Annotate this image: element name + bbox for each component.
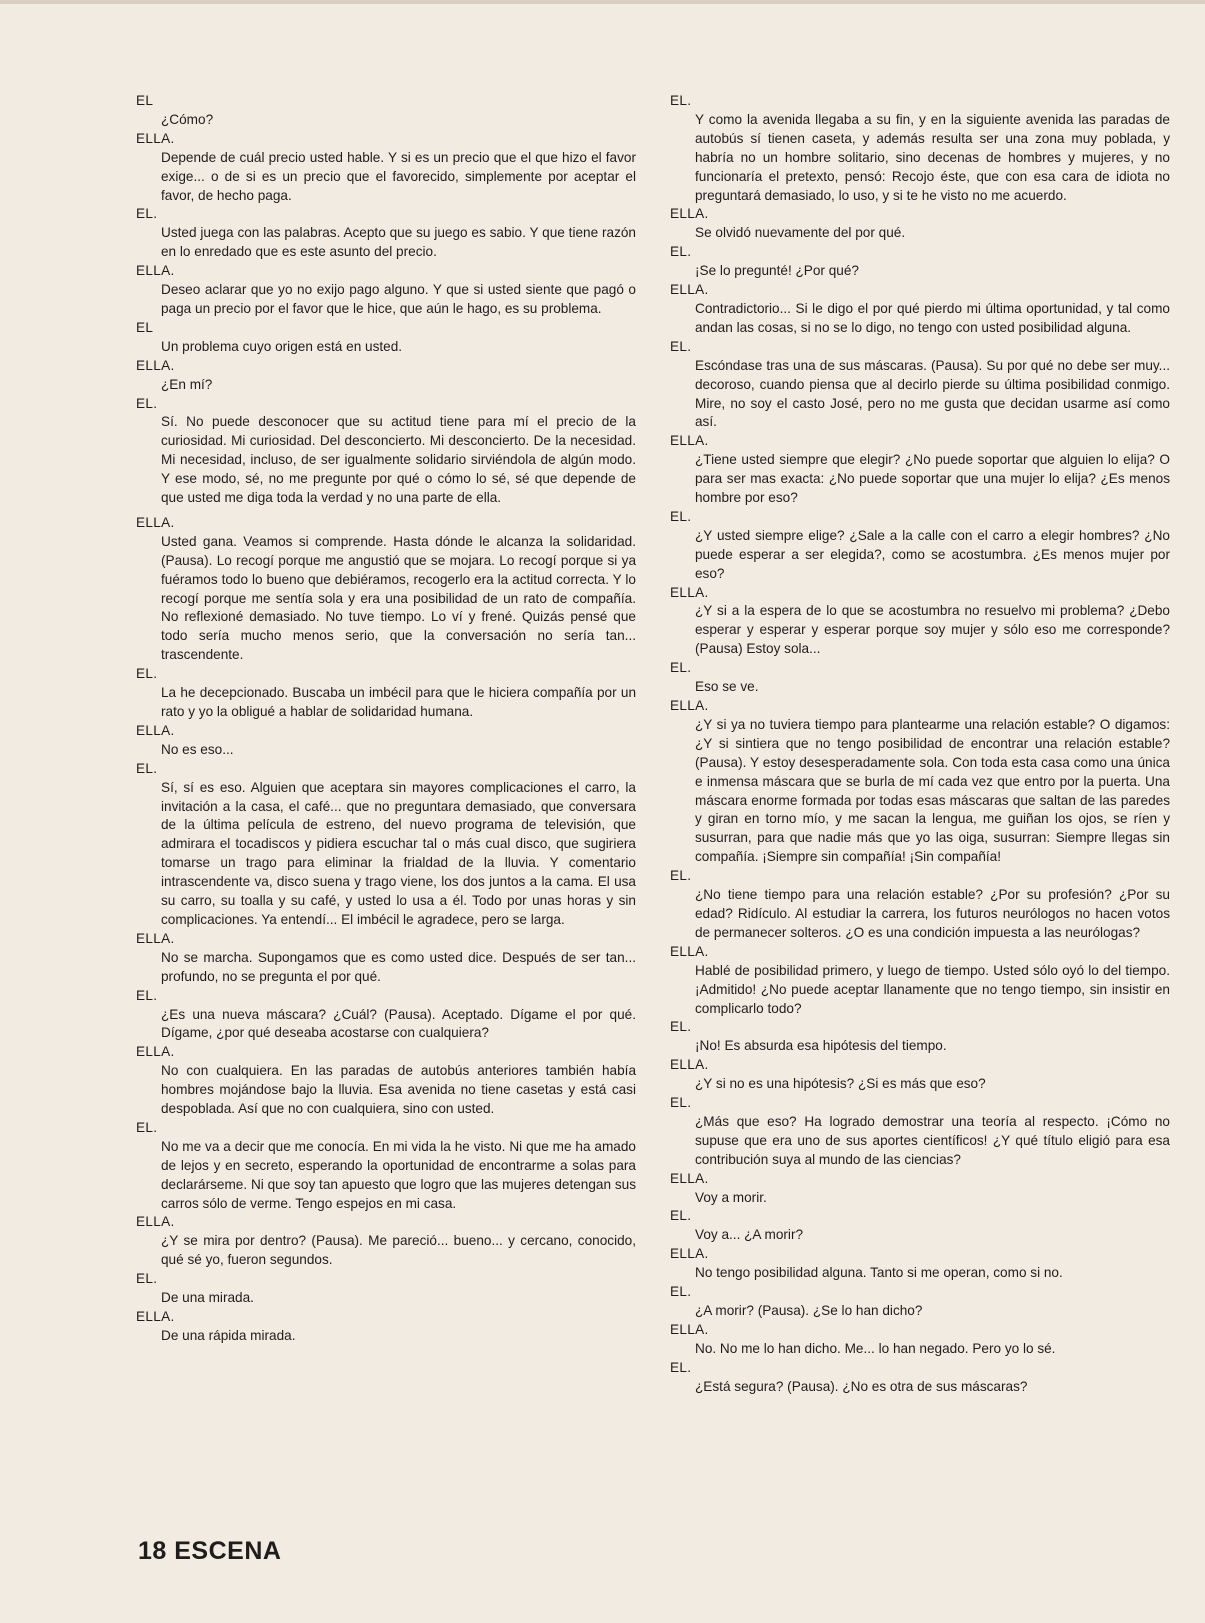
dialogue-turn — [670, 1283, 1170, 1321]
page-top-edge — [0, 0, 1205, 4]
speaker-label: EL. — [136, 666, 158, 682]
speaker-label: ELLA. — [136, 130, 175, 146]
dialogue-turn — [670, 1094, 1170, 1170]
speaker-label: EL — [136, 93, 154, 108]
speech-text: Deseo aclarar que yo no exijo pago alguno. Y que si usted siente que pagó o paga un precio por el favor que le hice, que aún le hago, es su problema. — [161, 282, 636, 316]
speaker-label: EL. — [670, 244, 692, 260]
speech-text: ¿Y si ya no tuviera tiempo para plantearme una relación estable? O digamos: ¿Y si sintiera que no tengo posibilidad de encontrar una relación estable? (Pausa). Y estoy desesperadamente sola. Con toda esta casa como una única e inmensa máscara que se burla de mí cada vez que entro por la puerta. Una máscara enorme formada por todas esas máscaras que saltan de las paredes y giran en torno mío, y me sacan la lengua, me guiñan los ojos, se ríen y susurran, para que nadie más que yo las oiga, susurran: Siempre llegas sin compañía. ¡Siempre sin compañía! ¡Sin compañía! — [695, 716, 1170, 865]
dialogue-turn — [670, 1359, 1170, 1397]
dialogue-turn — [136, 1043, 636, 1119]
speech-text: Voy a morir. — [695, 1189, 767, 1205]
speech-text: ¿Tiene usted siempre que elegir? ¿No puede soportar que alguien lo elija? O para ser mas exacta: ¿No puede soportar que una mujer lo elija? ¿Es menos hombre por eso? — [695, 452, 1170, 506]
dialogue-turn — [670, 205, 1170, 243]
speaker-label: ELLA. — [136, 263, 175, 279]
speech-text: ¿A morir? (Pausa). ¿Se lo han dicho? — [695, 1303, 923, 1318]
speech-text: La he decepcionado. Buscaba un imbécil para que le hiciera compañía por un rato y yo la obligué a hablar de solidaridad humana. — [161, 685, 636, 719]
speaker-label: EL. — [670, 338, 692, 354]
dialogue-turn — [670, 281, 1170, 338]
speaker-label: EL. — [136, 206, 158, 222]
dialogue-turn — [670, 1321, 1170, 1359]
speech-text: Se olvidó nuevamente del por qué. — [695, 225, 906, 241]
speaker-label: ELLA. — [136, 514, 175, 530]
dialogue-turn — [136, 395, 636, 508]
speech-text: Hablé de posibilidad primero, y luego de tiempo. Usted sólo oyó lo del tiempo. ¡Admitido! ¿No puede aceptar llanamente que no tengo tiempo, sin insistir en complicarlo todo? — [695, 962, 1170, 1016]
speaker-label: ELLA. — [670, 698, 709, 713]
speaker-label: EL. — [670, 1095, 692, 1111]
speech-text: No tengo posibilidad alguna. Tanto si me operan, como si no. — [695, 1265, 1063, 1281]
speech-text: Depende de cuál precio usted hable. Y si es un precio que el que hizo el favor exige... o de si es un precio que el favorecido, simplemente por aceptar el favor, de hecho paga. — [161, 149, 636, 203]
dialogue-turn — [670, 1245, 1170, 1283]
dialogue-turn — [670, 1056, 1170, 1094]
speech-text: ¿Está segura? (Pausa). ¿No es otra de sus máscaras? — [695, 1378, 1028, 1394]
speech-text: Un problema cuyo origen está en usted. — [161, 338, 403, 354]
speech-text: No. No me lo han dicho. Me... lo han negado. Pero yo lo sé. — [695, 1340, 1056, 1356]
speaker-label: EL. — [670, 868, 692, 884]
dialogue-turn — [136, 357, 636, 395]
dialogue-turn — [136, 987, 636, 1044]
speaker-label: ELLA. — [136, 1309, 175, 1324]
speech-text: ¿Y usted siempre elige? ¿Sale a la calle con el carro a elegir hombres? ¿No puede esperar a ser elegida?, como se acostumbra. ¿Es menos mujer por eso? — [695, 527, 1170, 581]
dialogue-column-right — [670, 92, 1170, 1397]
dialogue-turn — [136, 722, 636, 760]
speaker-label: EL. — [670, 1208, 692, 1224]
dialogue-turn — [136, 130, 636, 206]
speech-text: Sí, sí es eso. Alguien que aceptara sin mayores complicaciones el carro, la invitación a la casa, el café... que no preguntara demasiado, que conversara de la última película de estreno, del nuevo programa de televisión, que admirara el tocadiscos y pidiera escuchar tal o más cual disco, que sugiriera tomarse un trago para eliminar la frialdad de la lluvia. Y comentario intrascendente va, disco suena y trago viene, los dos juntos a la cama. El usa su carro, su toalla y su café, y usted lo usa a él. Todo por unas horas y sin complicaciones. Ya entendí... El imbécil le agradece, pero se larga. — [161, 779, 636, 927]
dialogue-turn — [136, 1270, 636, 1308]
speech-text: No se marcha. Supongamos que es como usted dice. Después de ser tan... profundo, no se pregunta el por qué. — [161, 949, 636, 984]
dialogue-turn — [136, 205, 636, 262]
dialogue-turn — [670, 1170, 1170, 1208]
speech-text: ¿Y si no es una hipótesis? ¿Si es más que eso? — [695, 1076, 986, 1092]
dialogue-turn — [670, 508, 1170, 584]
speech-text: ¿Más que eso? Ha logrado demostrar una teoría al respecto. ¡Cómo no supuse que era uno de sus aportes científicos! ¿Y qué título eligió para esa contribución suya al mundo de las ciencias? — [695, 1113, 1170, 1167]
speaker-label: EL. — [670, 508, 692, 524]
speaker-label: ELLA. — [670, 943, 709, 959]
dialogue-turn — [136, 1308, 636, 1346]
speaker-label: EL. — [136, 987, 158, 1003]
speaker-label: ELLA. — [670, 206, 709, 222]
speaker-label: ELLA. — [670, 1321, 709, 1337]
dialogue-turn — [670, 92, 1170, 205]
speaker-label: EL — [136, 319, 154, 335]
dialogue-turn — [670, 943, 1170, 1019]
dialogue-turn — [670, 697, 1170, 867]
dialogue-turn — [136, 514, 636, 665]
speech-text: ¿Es una nueva máscara? ¿Cuál? (Pausa). Aceptado. Dígame el por qué. Dígame, ¿por qué deseaba acostarse con cualquiera? — [161, 1006, 636, 1041]
dialogue-turn — [670, 659, 1170, 697]
speaker-label: EL. — [136, 1119, 158, 1135]
speaker-label: ELLA. — [670, 1170, 709, 1186]
speaker-label: EL. — [670, 1284, 692, 1300]
speaker-label: EL. — [670, 93, 692, 108]
speaker-label: ELLA. — [136, 930, 175, 946]
speech-text: No es eso... — [161, 741, 234, 757]
speaker-label: EL. — [136, 395, 158, 411]
speaker-label: EL. — [670, 1019, 692, 1035]
speech-text: ¡Se lo pregunté! ¿Por qué? — [695, 263, 859, 279]
speech-text: De una rápida mirada. — [161, 1327, 296, 1343]
speech-text: No con cualquiera. En las paradas de autobús anteriores también había hombres mojándose bajo la lluvia. Esa avenida no tiene casetas y está casi despoblada. Así que no con cualquiera, sino con usted. — [161, 1063, 636, 1117]
speech-text: Y como la avenida llegaba a su fin, y en la siguiente avenida las paradas de autobús sí tienen caseta, y además resulta ser una zona muy poblada, y habría no un hombre solitario, sino decenas de hombres y mujeres, y no funcionaría el pretexto, pensó: Recojo éste, que con esa cara de idiota no preguntará demasiado, lo uso, y si te he visto no me acuerdo. — [695, 111, 1170, 203]
speech-text: ¿No tiene tiempo para una relación estable? ¿Por su profesión? ¿Por su edad? Ridículo. Al estudiar la carrera, los futuros neurólogos no hacen votos de permanecer solteros. ¿O es una condición impuesta a las neurólogas? — [695, 887, 1170, 940]
dialogue-turn — [670, 1018, 1170, 1056]
speaker-label: EL. — [136, 1271, 158, 1287]
dialogue-turn — [136, 92, 636, 130]
speech-text: Usted gana. Veamos si comprende. Hasta dónde le alcanza la solidaridad. (Pausa). Lo recogí porque me angustió que se mojara. Lo recogí porque si ya fuéramos todo lo bueno que debiéramos, recogerlo era la actitud correcta. Y lo recogí porque me sentía sola y era una posibilidad de un rato de compañía. No reflexioné demasiado. No tuve tiempo. Lo ví y frené. Quizás pensé que todo sería mucho menos serio, que la conversación no sería tan... trascendente. — [161, 533, 636, 663]
speaker-label: ELLA. — [136, 357, 175, 373]
speech-text: Usted juega con las palabras. Acepto que su juego es sabio. Y que tiene razón en lo enredado que es este asunto del precio. — [161, 225, 636, 260]
speech-text: Contradictorio... Si le digo el por qué pierdo mi última oportunidad, y tal como andan las cosas, si no se lo digo, no tengo con usted posibilidad alguna. — [695, 300, 1170, 335]
speech-text: No me va a decir que me conocía. En mi vida la he visto. Ni que me ha amado de lejos y en secreto, esperando la oportunidad de encontrarme a solas para declarárseme. Ni que soy tan apuesto que logro que las mujeres detengan sus carros sólo de verme. Tengo espejos en mi casa. — [161, 1138, 636, 1211]
speaker-label: EL. — [670, 660, 692, 676]
speaker-label: ELLA. — [670, 433, 709, 449]
dialogue-turn — [670, 867, 1170, 943]
speech-text: De una mirada. — [161, 1290, 254, 1306]
dialogue-column-left — [136, 92, 636, 1346]
speaker-label: ELLA. — [670, 1246, 709, 1262]
speech-text: Eso se ve. — [695, 679, 759, 695]
speech-text: ¡No! Es absurda esa hipótesis del tiempo. — [695, 1038, 947, 1054]
speech-text: ¿Cómo? — [161, 111, 214, 127]
speaker-label: ELLA. — [670, 282, 709, 298]
dialogue-turn — [670, 1207, 1170, 1245]
speech-text: ¿Y se mira por dentro? (Pausa). Me pareció... bueno... y cercano, conocido, qué sé yo, fueron segundos. — [161, 1233, 636, 1268]
speech-text: Sí. No puede desconocer que su actitud tiene para mí el precio de la curiosidad. Mi curiosidad. Del desconcierto. Mi desconcierto. De la necesidad. Mi necesidad, incluso, de ser igualmente solidario sirviéndola de algún modo. Y ese modo, sé, no me pregunte por qué o cómo lo sé, sé que depende de que usted me diga toda la verdad y no una parte de ella. — [161, 414, 636, 506]
speech-text: Voy a... ¿A morir? — [695, 1227, 804, 1243]
speaker-label: EL. — [136, 760, 158, 776]
dialogue-turn — [670, 432, 1170, 508]
speech-text: Escóndase tras una de sus máscaras. (Pausa). Su por qué no debe ser muy... decoroso, cuando piensa que al decirlo pierde su última posibilidad conmigo. Mire, no soy el casto José, pero no me gusta que decidan usarme así como así. — [695, 357, 1170, 430]
dialogue-turn — [136, 665, 636, 722]
speaker-label: EL. — [670, 1359, 692, 1375]
dialogue-turn — [670, 338, 1170, 433]
dialogue-turn — [136, 1213, 636, 1270]
dialogue-turn — [136, 1119, 636, 1214]
speaker-label: ELLA. — [136, 1214, 175, 1230]
speaker-label: ELLA. — [136, 1044, 175, 1060]
dialogue-turn — [670, 584, 1170, 660]
speaker-label: ELLA. — [670, 584, 709, 600]
speaker-label: ELLA. — [136, 722, 175, 738]
dialogue-turn — [136, 262, 636, 319]
dialogue-turn — [670, 243, 1170, 281]
dialogue-turn — [136, 760, 636, 930]
speaker-label: ELLA. — [670, 1057, 709, 1073]
dialogue-turn — [136, 930, 636, 987]
page-footer: 18 ESCENA — [138, 1537, 282, 1565]
speech-text: ¿En mí? — [161, 376, 213, 392]
speech-text: ¿Y si a la espera de lo que se acostumbra no resuelvo mi problema? ¿Debo esperar y esperar y esperar porque soy mujer y sólo eso me corresponde? (Pausa) Estoy sola... — [695, 603, 1170, 657]
dialogue-turn — [136, 319, 636, 357]
